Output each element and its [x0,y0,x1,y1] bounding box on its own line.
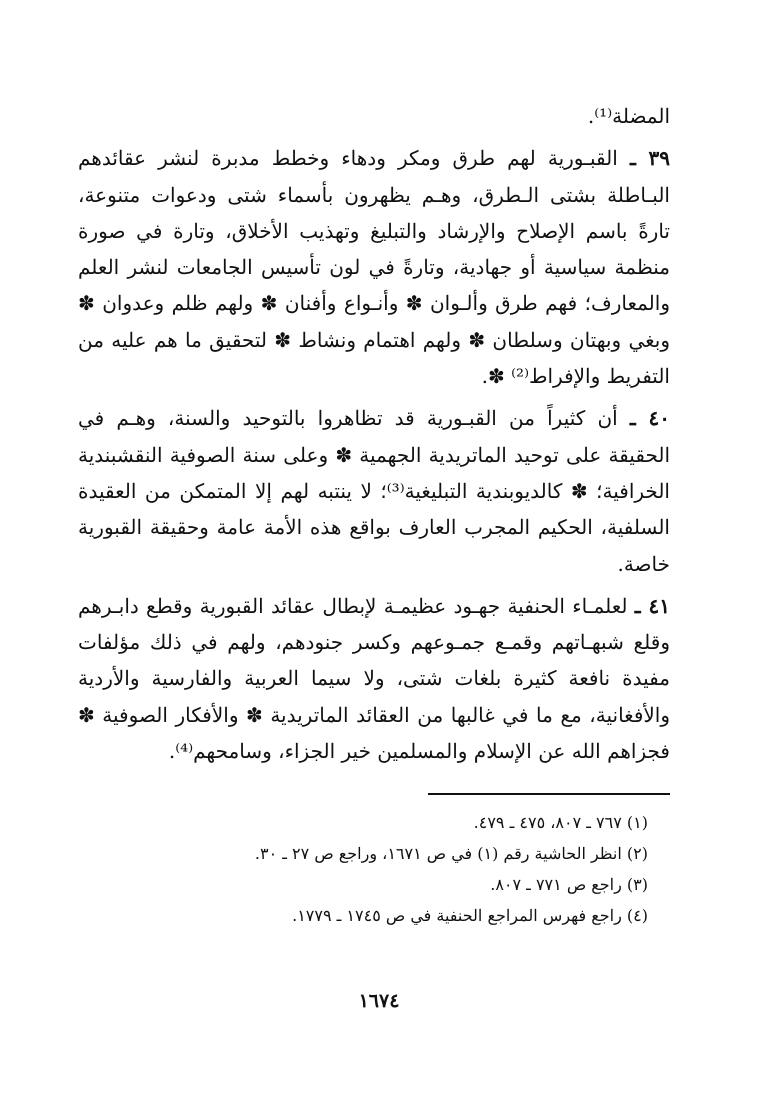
footnote-4: (٤) راجع فهرس المراجع الحنفية في ص ١٧٤٥ ـ ١٧٧٩. [292,906,648,926]
paragraph-text: لعلمـاء الحنفية جهـود عظيمـة لإبطال عقائد القبورية وقطع دابـرهم وقلع شبهـاتهم وقمـع جمـوعهم وكسر جنودهم، ولهم في ذلك مؤلفات مفيدة نافعة كثيرة بلغات شتى، ولا سيما العربية والفارسية والأردية والأفغانية، مع ما في غالبها من العقائد الماتريدية ✽ والأفكار الصوفية ✽ فجزاهم الله عن الإسلام والمسلمين خير الجزاء، وسامحهم⁽⁴⁾. [78,593,670,764]
footnote-3: (٣) راجع ص ٧٧١ ـ ٨٠٧. [490,875,648,895]
paragraph-41 [78,588,670,769]
body-text [78,98,670,769]
paragraph-continuation [78,98,670,134]
page-number: ١٦٧٤ [358,990,400,1012]
paragraph-number: ٤١ ـ [634,593,670,618]
paragraph-text: المضلة⁽¹⁾. [587,104,670,128]
paragraph-text: القبـورية لهم طرق ومكر ودهاء وخطط مدبرة لنشر عقائدهم البـاطلة بشتى الـطرق، وهـم يظهرون بأسماء شتى ودعوات متنوعة، تارةً باسم الإصلاح والإرشاد والتبليغ وتهذيب الأخلاق، وتارة في صورة منظمة سياسية أو جهادية، وتارةً في لون تأسيس الجامعات لنشر العلم والمعارف؛ فهم طرق وألـوان ✽ وأنـواع وأفنان ✽ ولهم ظلم وعدوان ✽ وبغي وبهتان وسلطان ✽ ولهم اهتمام ونشاط ✽ لتحقيق ما هم عليه من التفريط والإفراط⁽²⁾ ✽. [78,146,670,389]
footnotes [78,807,670,931]
paragraph-text: أن كثيراً من القبـورية قد تظاهروا بالتوحيد والسنة، وهـم في الحقيقة على توحيد الماتريدية الجهمية ✽ وعلى سنة الصوفية النقشبندية الخرافية؛ ✽ كالديوبندية التبليغية⁽³⁾؛ لا ينتبه لهم إلا المتمكن من العقيدة السلفية، الحكيم المجرب العارف بواقع هذه الأمة عامة وحقيقة القبورية خاصة. [78,406,670,576]
paragraph-number: ٣٩ ـ [629,146,671,171]
paragraph-40 [78,400,670,581]
footnote-1: (١) ٧٦٧ ـ ٨٠٧، ٤٧٥ ـ ٤٧٩. [473,813,648,833]
paragraph-39 [78,140,670,394]
paragraph-number: ٤٠ ـ [629,406,671,431]
footnote-separator [428,793,670,795]
footnote-2: (٢) انظر الحاشية رقم (١) في ص ١٦٧١، وراجع ص ٢٧ ـ ٣٠. [254,844,648,864]
